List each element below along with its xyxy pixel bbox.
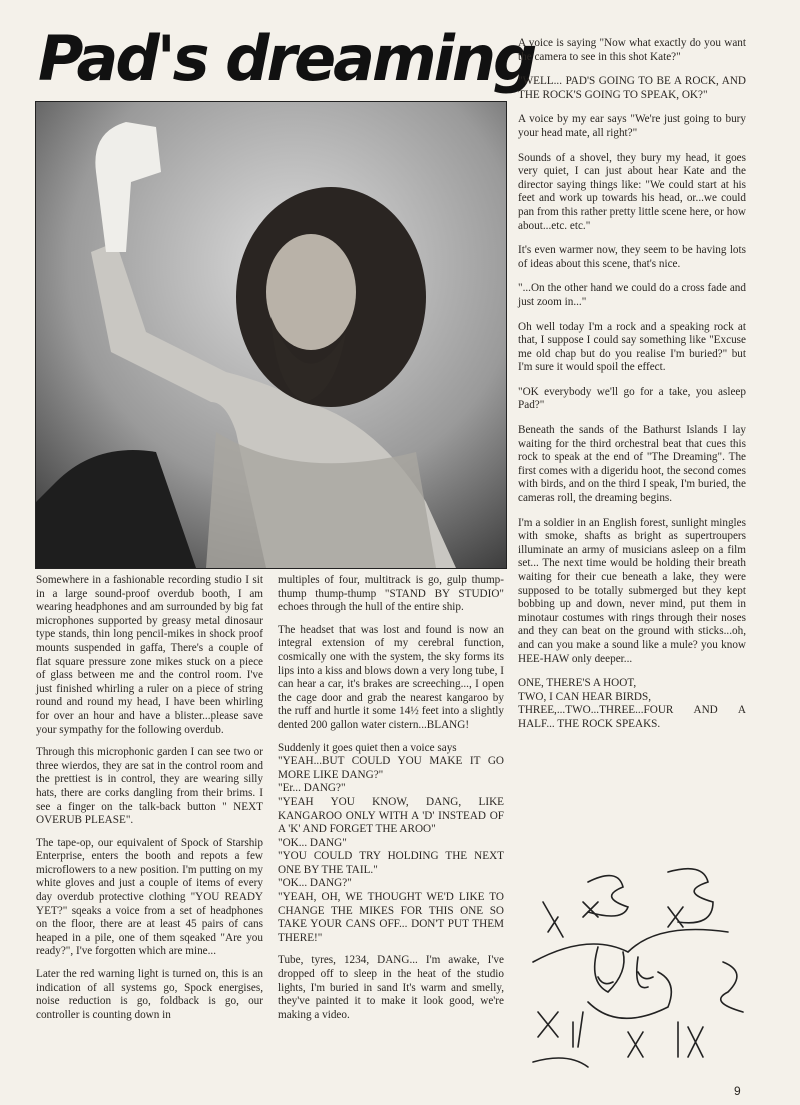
paragraph: Sounds of a shovel, they bury my head, it goes very quiet, I can just about hear Kate and the director saying things like: "We could start at his feet and work up towards his head, or...we could pan from this rather pretty little scene here, or how about...etc. etc." <box>518 151 746 232</box>
paragraph: Through this microphonic garden I can see two or three wierdos, they are sat in the control room and the prettiest is in control, they are wearing silly hats, there are corks dangling from their brims. I see a finger on the talk-back button " NEXT OVERUB PLEASE". <box>36 746 263 827</box>
page-title: Pad's dreaming <box>38 22 535 95</box>
dialogue-line: "YEAH, OH, WE THOUGHT WE'D LIKE TO CHANGE THE MIKES FOR THIS ONE SO TAKE YOUR CANS OFF... DON'T PUT THEM THERE!" <box>278 891 504 944</box>
paragraph: "WELL... PAD'S GOING TO BE A ROCK, AND THE ROCK'S GOING TO SPEAK, OK?" <box>518 75 746 101</box>
paragraph: multiples of four, multitrack is go, gulp thump-thump thump-thump "STAND BY STUDIO" echoes through the hull of the entire ship. <box>278 574 504 614</box>
paragraph: "OK everybody we'll go for a take, you asleep Pad?" <box>518 385 746 412</box>
performer-image <box>36 102 506 568</box>
dialogue-intro: Suddenly it goes quiet then a voice says <box>278 741 457 754</box>
page-number: 9 <box>734 1084 741 1098</box>
closing-lines <box>518 677 746 731</box>
column-right <box>518 37 746 732</box>
paragraph: Beneath the sands of the Bathurst Islands I lay waiting for the third orchestral beat that cues this rock to speak at the end of "The Dreaming". The first comes with a digeridu hoot, the second comes with birds, and on the third I speak, I'm buried, the cameras roll, the dreaming begins. <box>518 424 746 505</box>
dialogue-line: "OK... DANG?" <box>278 877 352 890</box>
paragraph: "...On the other hand we could do a cross fade and just zoom in..." <box>518 282 746 308</box>
paragraph: Oh well today I'm a rock and a speaking rock at that, I suppose I could say something like "Excuse me old chap but do you realise I'm buried?" but I'm sure it would spoil the effect. <box>518 320 746 374</box>
closing-line: TWO, I CAN HEAR BIRDS, <box>518 690 652 703</box>
paragraph: It's even warmer now, they seem to be having lots of ideas about this scene, that's nice. <box>518 244 746 270</box>
paragraph: Somewhere in a fashionable recording studio I sit in a large sound-proof overdub booth, I am wearing headphones and am surrounded by big fat microphones supported by greasy metal dinosaur type stands, thin long pencil-mikes in shock proof mounts suspended in gaffa, There's a couple of flat square pressure zone mikes stuck on a piece of glass between me and the control room. I've just finished whirling a ruler on a piece of string round and round my head, I have been whirling for over an hour and have a blister...please save your sympathy for the following overdub. <box>36 574 263 736</box>
dialogue-line: "Er... DANG?" <box>278 782 346 795</box>
paragraph: The headset that was lost and found is now an integral extension of my cerebral function, cosmically one with the system, the sky forms its lips into a kiss and blows down a very long tube, I can hear a car, it's brakes are screeching..., I open the cage door and grab the nearest kangaroo by the ruff and hurtle it some 14½ feet into a slightly dented 200 gallon water cistern...BLANG! <box>278 623 504 731</box>
dialogue-line: "OK... DANG" <box>278 836 347 849</box>
column-left <box>36 574 263 1031</box>
paragraph: Later the red warning light is turned on, this is an indication of all systems go, Spock energises, noise reduction is go, foldback is go, our controller is counting down in <box>36 968 263 1021</box>
concert-photo <box>35 101 507 569</box>
dialogue-block <box>278 742 504 946</box>
closing-line: ONE, THERE'S A HOOT, <box>518 677 637 690</box>
paragraph: A voice is saying "Now what exactly do you want the camera to see in this shot Kate?" <box>518 37 746 63</box>
signature-doodle-icon <box>528 862 758 1082</box>
column-middle <box>278 574 504 1031</box>
paragraph: I'm a soldier in an English forest, sunlight mingles with smoke, shafts as bright as supertroupers illuminate an army of musicians asleep on a film set... The next time would be holding their breath waiting for their cue beneath a lake, they were supposed to be totally submerged but they kept bobbing up and down, never mind, put them in minotaur costumes with rings through their noses and they can beat on the ground with sticks...oh, and can you make a sound like a mule? you know HEE-HAW only deeper... <box>518 516 746 665</box>
paragraph: The tape-op, our equivalent of Spock of Starship Enterprise, enters the booth and repots a few microflowers to a new position. I'm putting on my white gloves and just a couple of items of every day overdub protective clothing "YOU READY YET?" sqeaks a voice from a set of headphones on the floor, there are at least 45 pairs of cans heaped in a pile, one of them sqeaked "Are you ready?", I've forgotten which are mine... <box>36 836 263 958</box>
paragraph: A voice by my ear says "We're just going to bury your head mate, all right?" <box>518 113 746 139</box>
paragraph: Tube, tyres, 1234, DANG... I'm awake, I've dropped off to sleep in the heat of the studio lights, I'm buried in sand It's warm and smelly, they've painted it to make it look good, we're making a video. <box>278 954 504 1021</box>
dialogue-line: "YEAH YOU KNOW, DANG, LIKE KANGAROO ONLY WITH A 'D' INSTEAD OF A 'K' AND FORGET THE AROO" <box>278 795 504 836</box>
dialogue-line: "YOU COULD TRY HOLDING THE NEXT ONE BY THE TAIL." <box>278 850 504 876</box>
dialogue-line: "YEAH...BUT COULD YOU MAKE IT GO MORE LIKE DANG?" <box>278 755 504 781</box>
closing-line: THREE,...TWO...THREE...FOUR AND A HALF... THE ROCK SPEAKS. <box>518 704 746 730</box>
